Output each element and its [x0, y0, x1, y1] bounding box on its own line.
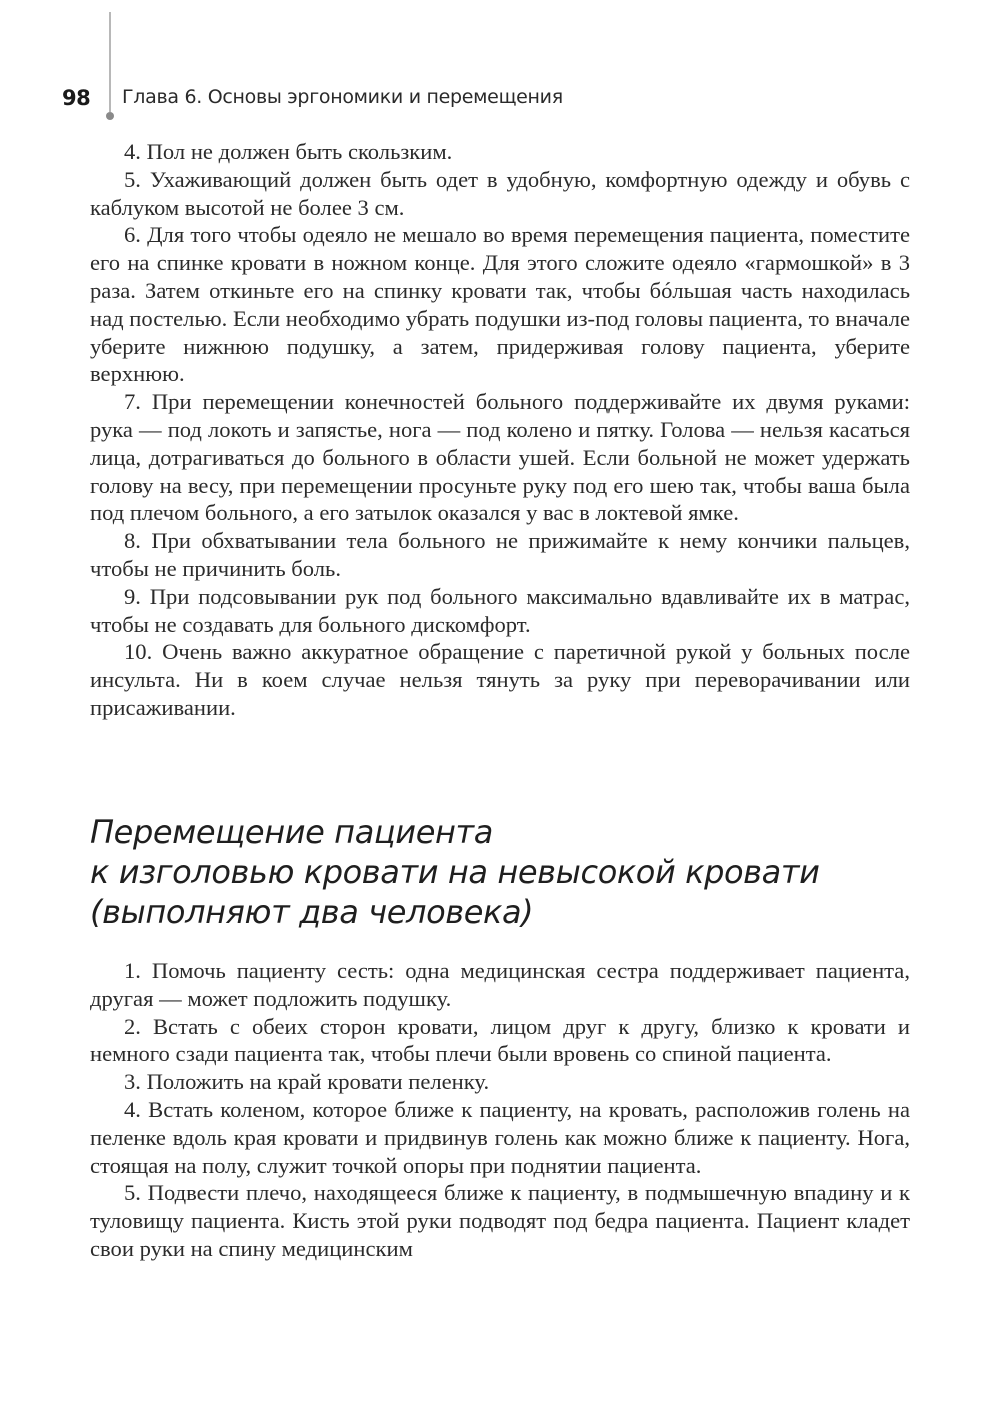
instructions-list-top — [90, 138, 910, 722]
header-divider-line — [109, 12, 111, 112]
step-3: 3. Положить на край кровати пеленку. — [124, 1069, 490, 1095]
step-4: 4. Встать коленом, которое ближе к пациенту, на кровать, расположив голень на пеленке вдоль края кровати и придвинув голень как можно ближе к пациенту. Нога, стоящая на полу, служит точкой опоры при поднятии пациента. — [90, 1096, 910, 1178]
section-heading-line-1: Перемещение пациента — [90, 813, 493, 851]
list-item-5: 5. Ухаживающий должен быть одет в удобную, комфортную одежду и обувь с каблуком высотой не более 3 см. — [90, 166, 910, 220]
page-number: 98 — [62, 86, 91, 110]
section-heading-line-2: к изголовью кровати на невысокой кровати — [90, 853, 820, 891]
list-item-7: 7. При перемещении конечностей больного поддерживайте их двумя руками: рука — под локоть и запястье, нога — под колено и пятку. Голова — нельзя касаться лица, дотрагиваться до больного в области ушей. Если больной не может удержать голову на весу, при перемещении просуньте руку под его шею так, чтобы ваша была под плечом больного, а его затылок оказался у вас в локтевой ямке. — [90, 389, 910, 526]
step-2: 2. Встать с обеих сторон кровати, лицом друг к другу, близко к кровати и немного сзади пациента так, чтобы плечи были вровень со спиной пациента. — [90, 1013, 910, 1067]
step-1: 1. Помочь пациенту сесть: одна медицинская сестра поддерживает пациента, другая — может подложить подушку. — [90, 958, 910, 1011]
list-item-8: 8. При обхватывании тела больного не прижимайте к нему кончики пальцев, чтобы не причинить боль. — [90, 528, 910, 581]
chapter-running-head: Глава 6. Основы эргономики и перемещения — [122, 86, 563, 108]
procedure-steps-list — [90, 957, 910, 1263]
list-item-4: 4. Пол не должен быть скользким. — [124, 139, 453, 164]
header-divider-dot — [106, 112, 114, 120]
list-item-9: 9. При подсовывании рук под больного максимально вдавливайте их в матрас, чтобы не создавать для больного дискомфорт. — [90, 583, 910, 637]
section-heading — [90, 812, 930, 932]
section-heading-line-3: (выполняют два человека) — [90, 893, 534, 931]
step-5: 5. Подвести плечо, находящееся ближе к пациенту, в подмышечную впадину и к туловищу пациента. Кисть этой руки подводят под бедра пациента. Пациент кладет свои руки на спину медицинским — [90, 1180, 910, 1261]
list-item-10: 10. Очень важно аккуратное обращение с паретичной рукой у больных после инсульта. Ни в коем случае нельзя тянуть за руку при переворачивании или присаживании. — [90, 639, 910, 720]
list-item-6: 6. Для того чтобы одеяло не мешало во время перемещения пациента, поместите его на спинке кровати в ножном конце. Для этого сложите одеяло «гармошкой» в 3 раза. Затем откиньте его на спинку кровати так, чтобы бóльшая часть находилась над постелью. Если необходимо убрать подушки из-под головы пациента, то вначале уберите нижнюю подушку, а затем, придерживая голову пациента, уберите верхнюю. — [90, 222, 910, 387]
